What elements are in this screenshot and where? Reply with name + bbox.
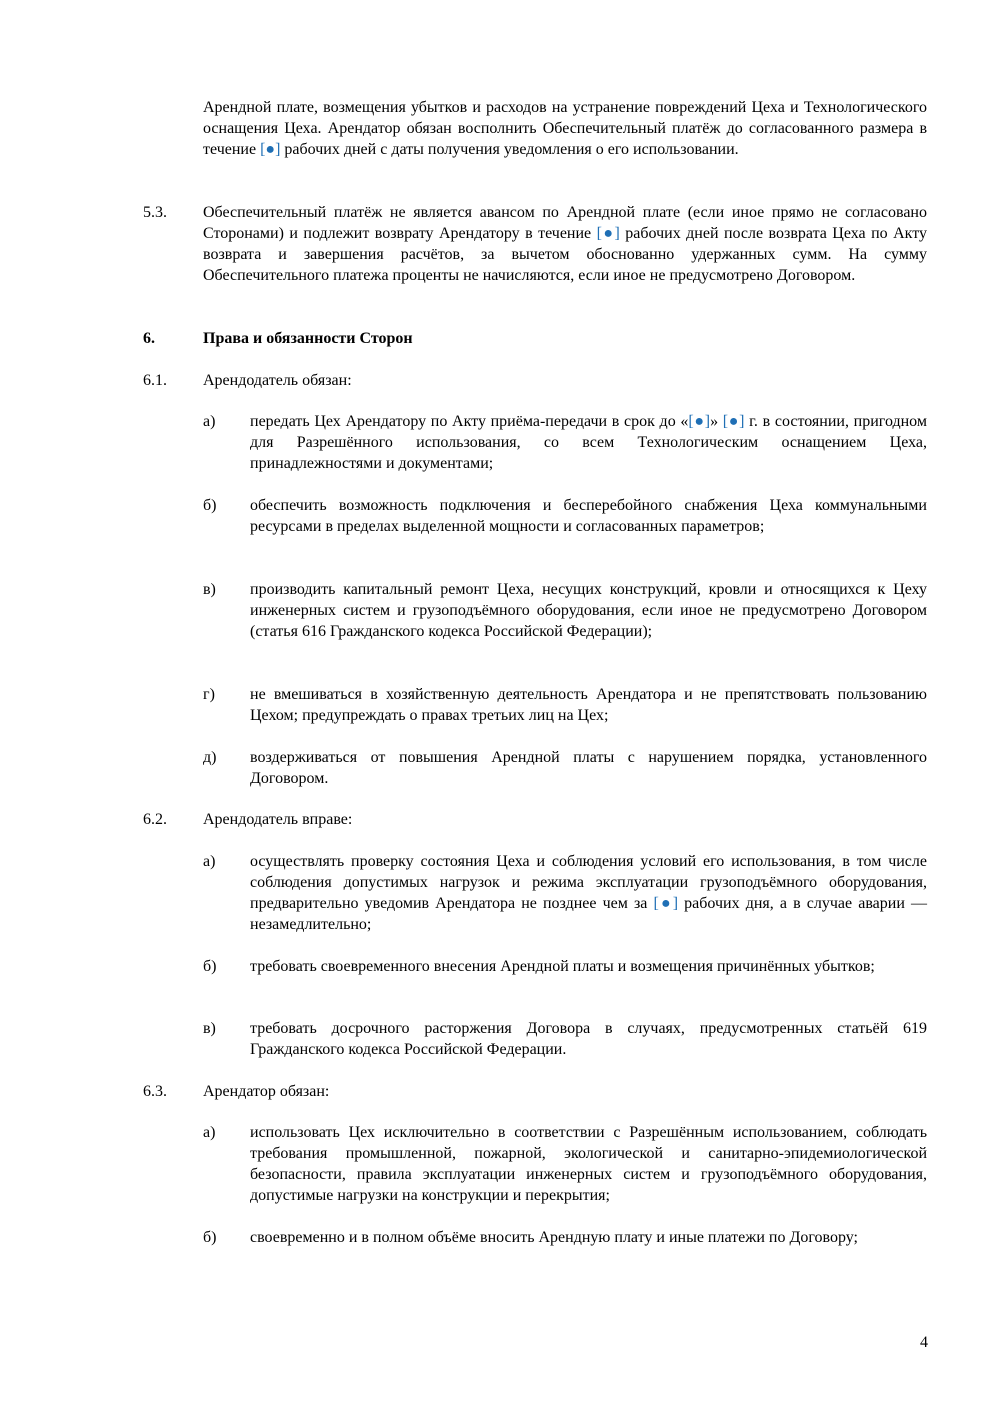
clause-6-2-b: требовать своевременного внесения Арендной платы и возмещения причинённых убытков; bbox=[250, 958, 875, 975]
clause-6-3-b: своевременно и в полном объёме вносить Арендную плату и иные платежи по Договору; bbox=[250, 1229, 858, 1246]
list-marker: б) bbox=[203, 958, 217, 975]
clause-6-2-heading: Арендодатель вправе: bbox=[203, 811, 353, 828]
section-title: Права и обязанности Сторон bbox=[203, 330, 413, 347]
placeholder-marker: [●] bbox=[260, 141, 281, 158]
clause-6-1-heading: Арендодатель обязан: bbox=[203, 372, 352, 389]
list-marker: а) bbox=[203, 1124, 216, 1141]
clause-6-1-d: воздерживаться от повышения Арендной платы с нарушением порядка, установленного Договором. bbox=[250, 749, 927, 787]
list-item-text: » bbox=[710, 413, 723, 430]
clause-text: Обеспечительный платёж не является авансом по Арендной плате (если иное прямо не согласовано Сторонами) и подлежит возврату Арендатору в течение bbox=[203, 204, 927, 242]
page-number: 4 bbox=[920, 1334, 928, 1351]
clause-number: 6.1. bbox=[143, 372, 167, 389]
clause-number: 6.2. bbox=[143, 811, 167, 828]
clause-text: рабочих дней после возврата Цеха по Акту возврата и завершения расчётов, за вычетом обоснованно удержанных сумм. На сумму Обеспечительного платежа проценты не начисляются, если иное не предусмотрено Договором. bbox=[203, 225, 927, 284]
list-marker: д) bbox=[203, 749, 217, 766]
clause-6-2-v: требовать досрочного расторжения Договора в случаях, предусмотренных статьёй 619 Гражданского кодекса Российской Федерации. bbox=[250, 1020, 927, 1058]
placeholder-marker: [●] bbox=[688, 413, 711, 430]
list-marker: б) bbox=[203, 1229, 217, 1246]
clause-6-1-b: обеспечить возможность подключения и бесперебойного снабжения Цеха коммунальными ресурсами в пределах выделенной мощности и согласованных параметров; bbox=[250, 497, 927, 535]
clause-number: 6.3. bbox=[143, 1083, 167, 1100]
section-number: 6. bbox=[143, 330, 155, 347]
placeholder-marker: [●] bbox=[596, 225, 620, 242]
placeholder-marker: [●] bbox=[653, 895, 679, 912]
clause-text: рабочих дней с даты получения уведомления о его использовании. bbox=[280, 141, 739, 158]
clause-6-1-a bbox=[250, 411, 927, 474]
clause-number: 5.3. bbox=[143, 204, 167, 221]
list-marker: б) bbox=[203, 497, 217, 514]
clause-6-3-a: использовать Цех исключительно в соответствии с Разрешённым использованием, соблюдать требования промышленной, пожарной, экологической и санитарно-эпидемиологической безопасности, правила эксплуатации инженерных систем и грузоподъёмного оборудования, допустимые нагрузки на конструкции и перекрытия; bbox=[250, 1124, 927, 1204]
list-marker: в) bbox=[203, 1020, 216, 1037]
list-marker: г) bbox=[203, 686, 215, 703]
list-item-text: г. в состоянии, пригодном для Разрешённого использования, со всем Технологическим оснащением Цеха, принадлежностями и документами; bbox=[250, 413, 928, 472]
clause-5-2-continuation bbox=[203, 97, 927, 160]
list-item-text: передать Цех Арендатору по Акту приёма-передачи в срок до « bbox=[250, 413, 689, 430]
list-marker: а) bbox=[203, 413, 216, 430]
list-marker: в) bbox=[203, 581, 216, 598]
list-marker: а) bbox=[203, 853, 216, 870]
list-item-text: осуществлять проверку состояния Цеха и соблюдения условий его использования, в том числе соблюдения допустимых нагрузок и режима эксплуатации грузоподъёмного оборудования, предварительно уведомив Арендатора не позднее чем за bbox=[250, 853, 927, 912]
clause-6-1-g: не вмешиваться в хозяйственную деятельность Арендатора и не препятствовать пользованию Цехом; предупреждать о правах третьих лиц на Цех; bbox=[250, 686, 927, 724]
clause-6-3-heading: Арендатор обязан: bbox=[203, 1083, 330, 1100]
clause-6-1-v: производить капитальный ремонт Цеха, несущих конструкций, кровли и относящихся к Цеху инженерных систем и грузоподъёмного оборудования, если иное не предусмотрено Договором (статья 616 Гражданского кодекса Российской Федерации); bbox=[250, 581, 927, 640]
clause-6-2-a bbox=[250, 851, 927, 935]
list-item-text: рабочих дня, а в случае аварии — незамедлительно; bbox=[250, 895, 928, 933]
placeholder-marker: [●] bbox=[722, 413, 745, 430]
clause-text: Арендной плате, возмещения убытков и расходов на устранение повреждений Цеха и Технологического оснащения Цеха. Арендатор обязан восполнить Обеспечительный платёж до согласованного размера в течение bbox=[203, 99, 927, 158]
clause-5-3 bbox=[203, 202, 927, 286]
